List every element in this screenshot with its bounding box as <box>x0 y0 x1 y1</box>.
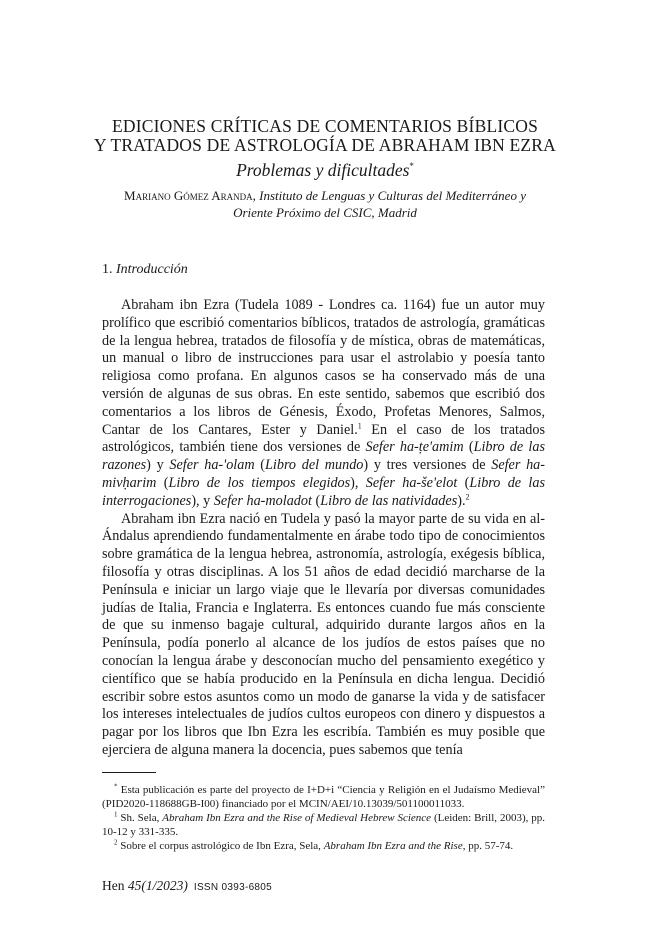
text-run: ( <box>463 439 474 456</box>
footnote-mark: 1 <box>114 810 118 819</box>
work-title-translation: Libro de las natividades <box>320 492 458 509</box>
text-run: ( <box>311 492 321 509</box>
paragraph-2: Abraham ibn Ezra nació en Tudela y pasó la mayor parte de su vida en al-Ándalus aprendiendo fundamentalmente en árabe todo tipo de conocimientos sobre gramática de la lengua hebrea, astronomía, astrología, exégesis bíblica, filosofía y otras disciplinas. A los 51 años de edad decidió marcharse de la Península e iniciar un largo viaje que le llevaría por diversas comunidades judías de Italia, Francia e Inglaterra. Es entonces cuando fue más consciente de que su inmenso bagaje cultural, adquirido durante largos años en la Península, podía ponerlo al alcance de los judíos de estos países que no conocían la lengua árabe y desconocían mucho del pensamiento exegético y científico que se había producido en la Península en dicha lengua. Decidió escribir sobre estos asuntos como un modo de ganarse la vida y de satisfacer los intereses intelectuales de judíos cultos europeos con dinero y dispuestos a pagar por los libros que Ibn Ezra les escribía. También es muy posible que ejerciera de alguna manera la docencia, pues sabemos que tenía <box>102 510 545 758</box>
footnote-text: (Leiden: Brill, 2003), pp. 10-12 y 331-335. <box>102 812 546 838</box>
text-run: Abraham ibn Ezra (Tudela 1089 - Londres ca. 1164) fue un autor muy prolífico que escribió comentarios bíblicos, tratados de astrología, gramáticas de la lengua hebrea, tratados de filosofía y de mística, obras de matemáticas, un manual o libro de instrucciones para usar el astrolabio y poesía tanto religiosa como profana. En algunos casos se ha conservado más de una versión de algunas de sus obras. En este sentido, sabemos que escribió dos comentarios a los libros de Génesis, Éxodo, Profetas Menores, Salmos, Cantar de los Cantares, Ester y Daniel. <box>102 297 545 438</box>
footnote-text: Sobre el corpus astrológico de Ibn Ezra, Sela, <box>117 840 324 852</box>
text-run: ( <box>457 474 470 491</box>
text-run: ), <box>350 474 366 491</box>
work-title: Sefer ha-še'elot <box>365 474 458 491</box>
footnotes <box>102 783 545 853</box>
text-run: En el caso de los tratados astrológicos, también tiene dos versiones de <box>102 421 545 456</box>
article-subtitle <box>0 155 650 181</box>
article-title-line-1: EDICIONES CRÍTICAS DE COMENTARIOS BÍBLICOS <box>111 116 539 136</box>
footnote-text: , pp. 57-74. <box>462 840 514 852</box>
footnote-star <box>102 783 545 811</box>
cited-work-title: Abraham Ibn Ezra and the Rise of Medieval Hebrew Science <box>162 812 432 824</box>
text-run: ( <box>156 474 169 491</box>
work-title-translation: Libro de los tiempos elegidos <box>168 474 351 491</box>
section-number: 1. <box>102 262 113 277</box>
footnote-text: Sh. Sela, <box>117 812 163 824</box>
text-run: ) y <box>146 457 170 474</box>
work-title-translation: Libro del mundo <box>265 457 364 474</box>
text-run: ), y <box>191 492 214 509</box>
text-run: ( <box>254 457 266 474</box>
section-heading <box>102 262 188 278</box>
footnote-mark: 2 <box>114 838 118 847</box>
section-title: Introducción <box>116 262 188 277</box>
author-affiliation-line-1: Instituto de Lenguas y Culturas del Mediterráneo y <box>259 188 526 203</box>
author-name: Mariano Gómez Aranda <box>124 188 253 203</box>
subtitle-footnote-mark[interactable]: * <box>409 161 414 171</box>
text-run: ) y tres versiones de <box>363 457 492 474</box>
footnote-mark: * <box>114 782 118 791</box>
text-run: ). <box>457 492 466 509</box>
work-title-translation: Libro de las interrogaciones <box>102 474 545 509</box>
journal-issn: ISSN 0393-6805 <box>193 882 273 893</box>
footnote-2 <box>102 839 545 853</box>
footnote-ref-2[interactable]: 2 <box>465 492 470 502</box>
page-footer <box>102 878 272 894</box>
author-affiliation-line-2: Oriente Próximo del CSIC, Madrid <box>233 205 417 220</box>
article-title-block <box>0 117 650 181</box>
subtitle-text: Problemas y dificultades <box>236 159 410 180</box>
work-title: Sefer ha-moladot <box>213 492 312 509</box>
body-text <box>102 297 545 760</box>
work-title: Sefer ha-'olam <box>169 457 255 474</box>
journal-name: Hen <box>102 878 125 893</box>
work-title: Sefer ha-ṭe'amim <box>365 439 464 456</box>
footnote-separator <box>102 772 156 773</box>
footnote-ref-1[interactable]: 1 <box>357 420 362 430</box>
paragraph-1 <box>102 297 545 511</box>
journal-volume: 45(1/2023) <box>127 878 188 893</box>
footnote-1 <box>102 811 545 839</box>
article-title-line-2: Y TRATADOS DE ASTROLOGÍA DE ABRAHAM IBN EZRA <box>94 135 556 155</box>
cited-work-title: Abraham Ibn Ezra and the Rise <box>323 840 463 852</box>
work-title-translation: Libro de las razones <box>102 439 545 474</box>
author-block: Mariano Gómez Aranda, Instituto de Lenguas y Culturas del Mediterráneo y Oriente Próximo del CSIC, Madrid <box>124 188 526 220</box>
work-title: Sefer ha-mivḥarim <box>102 457 545 491</box>
footnote-text: Esta publicación es parte del proyecto de I+D+i “Ciencia y Religión en el Judaísmo Medieval” (PID2020-118688GB-I00) financiado por el MCIN/AEI/10.13039/501100011033. <box>102 784 545 810</box>
